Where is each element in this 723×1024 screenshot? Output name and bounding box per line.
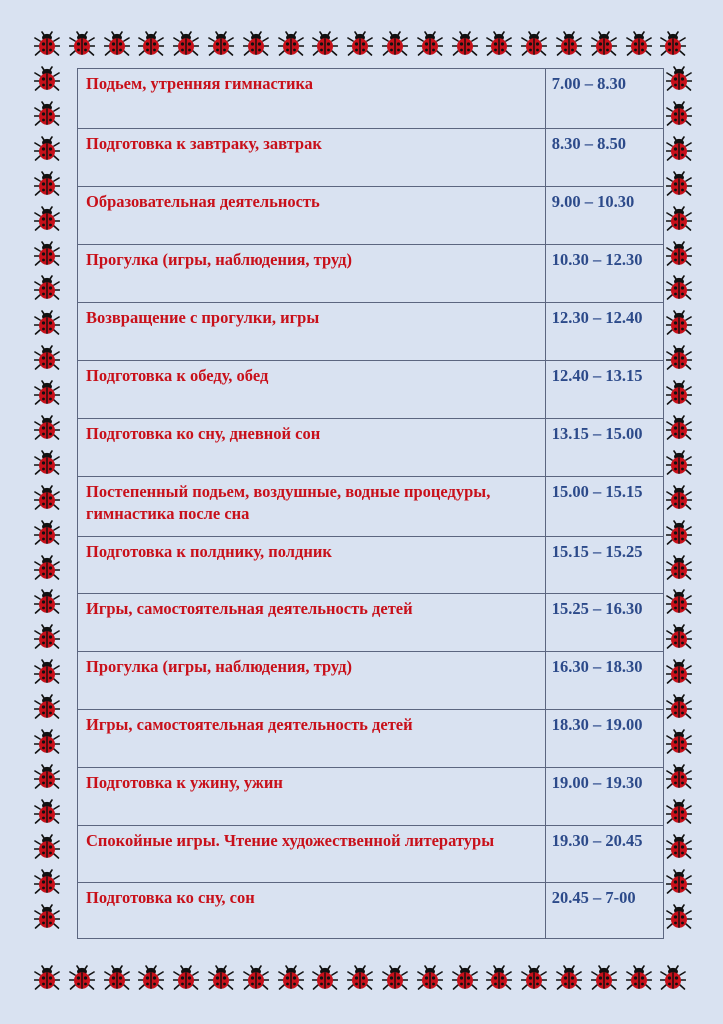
ladybug-icon <box>34 659 60 685</box>
ladybug-icon <box>591 31 617 57</box>
activity-cell: Подготовка ко сну, дневной сон <box>78 419 546 477</box>
ladybug-icon <box>666 904 692 930</box>
time-cell: 8.30 – 8.50 <box>545 129 663 187</box>
time-cell: 12.40 – 13.15 <box>545 361 663 419</box>
ladybug-icon <box>666 380 692 406</box>
schedule-table <box>77 68 664 939</box>
ladybug-icon <box>138 31 164 57</box>
ladybug-icon <box>666 136 692 162</box>
ladybug-icon <box>382 965 408 991</box>
ladybug-icon <box>666 485 692 511</box>
ladybug-icon <box>278 31 304 57</box>
ladybug-icon <box>34 275 60 301</box>
ladybug-icon <box>666 869 692 895</box>
activity-cell: Подготовка к полднику, полдник <box>78 537 546 594</box>
ladybug-icon <box>666 206 692 232</box>
activity-cell: Подготовка к обеду, обед <box>78 361 546 419</box>
ladybug-icon <box>666 659 692 685</box>
schedule-row <box>78 361 664 419</box>
ladybug-icon <box>69 31 95 57</box>
ladybug-icon <box>347 31 373 57</box>
schedule-row <box>78 187 664 245</box>
activity-cell: Подьем, утренняя гимнастика <box>78 69 546 129</box>
time-cell: 7.00 – 8.30 <box>545 69 663 129</box>
time-cell: 15.15 – 15.25 <box>545 537 663 594</box>
ladybug-icon <box>34 450 60 476</box>
time-cell: 16.30 – 18.30 <box>545 652 663 710</box>
ladybug-icon <box>34 694 60 720</box>
schedule-row <box>78 768 664 826</box>
schedule-row <box>78 652 664 710</box>
time-cell: 13.15 – 15.00 <box>545 419 663 477</box>
ladybug-icon <box>666 101 692 127</box>
ladybug-icon <box>666 66 692 92</box>
activity-cell: Подготовка ко сну, сон <box>78 883 546 939</box>
ladybug-icon <box>278 965 304 991</box>
ladybug-icon <box>666 275 692 301</box>
ladybug-icon <box>591 965 617 991</box>
ladybug-icon <box>556 31 582 57</box>
ladybug-icon <box>347 965 373 991</box>
schedule-row <box>78 303 664 361</box>
ladybug-icon <box>666 834 692 860</box>
ladybug-icon <box>486 965 512 991</box>
ladybug-icon <box>626 965 652 991</box>
time-cell: 19.00 – 19.30 <box>545 768 663 826</box>
ladybug-icon <box>626 31 652 57</box>
ladybug-icon <box>34 624 60 650</box>
ladybug-icon <box>666 345 692 371</box>
ladybug-icon <box>34 555 60 581</box>
activity-cell: Образовательная деятельность <box>78 187 546 245</box>
ladybug-icon <box>34 869 60 895</box>
ladybug-icon <box>666 450 692 476</box>
time-cell: 9.00 – 10.30 <box>545 187 663 245</box>
ladybug-icon <box>382 31 408 57</box>
ladybug-icon <box>452 965 478 991</box>
ladybug-icon <box>34 310 60 336</box>
ladybug-icon <box>666 729 692 755</box>
activity-cell: Прогулка (игры, наблюдения, труд) <box>78 245 546 303</box>
activity-cell: Спокойные игры. Чтение художественной литературы <box>78 826 546 883</box>
schedule-row <box>78 69 664 129</box>
ladybug-icon <box>208 31 234 57</box>
ladybug-icon <box>69 965 95 991</box>
ladybug-icon <box>34 380 60 406</box>
ladybug-icon <box>173 965 199 991</box>
ladybug-icon <box>34 520 60 546</box>
ladybug-icon <box>666 241 692 267</box>
activity-cell: Подготовка к ужину, ужин <box>78 768 546 826</box>
activity-cell: Игры, самостоятельная деятельность детей <box>78 710 546 768</box>
ladybug-icon <box>521 31 547 57</box>
ladybug-icon <box>666 764 692 790</box>
time-cell: 10.30 – 12.30 <box>545 245 663 303</box>
ladybug-icon <box>208 965 234 991</box>
ladybug-icon <box>417 965 443 991</box>
ladybug-icon <box>312 31 338 57</box>
time-cell: 18.30 – 19.00 <box>545 710 663 768</box>
activity-cell: Возвращение с прогулки, игры <box>78 303 546 361</box>
ladybug-icon <box>556 965 582 991</box>
schedule-row <box>78 883 664 939</box>
schedule-row <box>78 129 664 187</box>
ladybug-icon <box>173 31 199 57</box>
ladybug-icon <box>34 834 60 860</box>
ladybug-icon <box>34 101 60 127</box>
ladybug-icon <box>34 241 60 267</box>
ladybug-icon <box>104 31 130 57</box>
ladybug-icon <box>666 171 692 197</box>
activity-cell: Постепенный подьем, воздушные, водные процедуры, гимнастика после сна <box>78 477 546 537</box>
activity-cell: Подготовка к завтраку, завтрак <box>78 129 546 187</box>
activity-cell: Прогулка (игры, наблюдения, труд) <box>78 652 546 710</box>
ladybug-icon <box>104 965 130 991</box>
schedule-row <box>78 537 664 594</box>
schedule-row <box>78 419 664 477</box>
ladybug-icon <box>660 31 686 57</box>
schedule-row <box>78 594 664 652</box>
ladybug-icon <box>452 31 478 57</box>
ladybug-icon <box>34 415 60 441</box>
time-cell: 19.30 – 20.45 <box>545 826 663 883</box>
ladybug-icon <box>34 136 60 162</box>
ladybug-icon <box>34 729 60 755</box>
ladybug-icon <box>660 965 686 991</box>
ladybug-icon <box>243 965 269 991</box>
ladybug-icon <box>34 485 60 511</box>
ladybug-icon <box>34 799 60 825</box>
ladybug-icon <box>34 965 60 991</box>
ladybug-icon <box>666 799 692 825</box>
ladybug-icon <box>521 965 547 991</box>
ladybug-icon <box>666 589 692 615</box>
ladybug-icon <box>666 694 692 720</box>
ladybug-icon <box>666 520 692 546</box>
ladybug-icon <box>34 206 60 232</box>
ladybug-icon <box>666 310 692 336</box>
time-cell: 20.45 – 7-00 <box>545 883 663 939</box>
ladybug-icon <box>34 31 60 57</box>
schedule-body <box>78 69 664 939</box>
ladybug-icon <box>417 31 443 57</box>
schedule-row <box>78 477 664 537</box>
ladybug-icon <box>666 415 692 441</box>
ladybug-icon <box>138 965 164 991</box>
ladybug-icon <box>34 171 60 197</box>
ladybug-icon <box>34 764 60 790</box>
ladybug-icon <box>34 904 60 930</box>
time-cell: 15.00 – 15.15 <box>545 477 663 537</box>
ladybug-icon <box>486 31 512 57</box>
time-cell: 15.25 – 16.30 <box>545 594 663 652</box>
schedule-row <box>78 710 664 768</box>
ladybug-icon <box>312 965 338 991</box>
schedule-row <box>78 826 664 883</box>
schedule-row <box>78 245 664 303</box>
ladybug-icon <box>666 555 692 581</box>
ladybug-icon <box>34 66 60 92</box>
ladybug-icon <box>34 589 60 615</box>
ladybug-icon <box>34 345 60 371</box>
activity-cell: Игры, самостоятельная деятельность детей <box>78 594 546 652</box>
ladybug-icon <box>243 31 269 57</box>
time-cell: 12.30 – 12.40 <box>545 303 663 361</box>
ladybug-icon <box>666 624 692 650</box>
